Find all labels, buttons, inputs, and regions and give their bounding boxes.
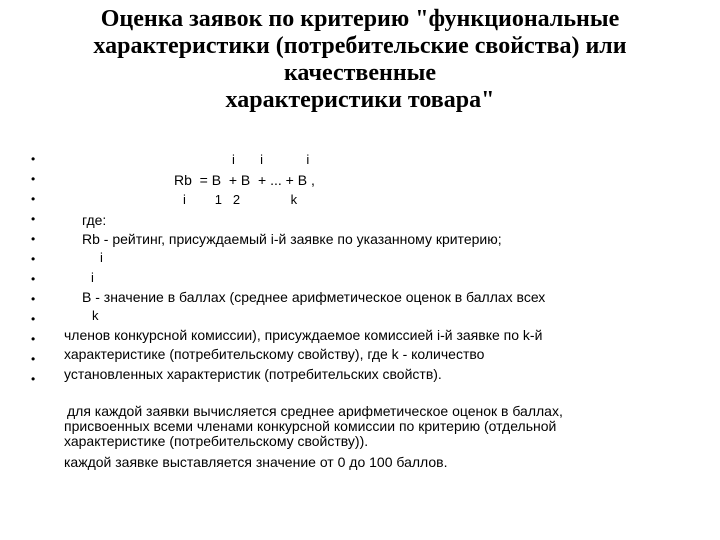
bullet: • (31, 372, 36, 386)
bullet: • (31, 332, 36, 346)
definition-line: характеристике (потребительскому свойству), где k - количество (64, 346, 485, 362)
formula-main: Rb = B + B + ... + B , (174, 172, 315, 188)
paragraph-line: для каждой заявки вычисляется среднее арифметическое оценок в баллах, (67, 403, 563, 419)
definition-line: членов конкурсной комиссии), присуждаемое комиссией i-й заявке по k-й (64, 327, 543, 343)
formula-subscripts: i 1 2 k (183, 192, 298, 207)
averaging-paragraph (64, 404, 664, 449)
bullet: • (31, 152, 36, 166)
paragraph-line: характеристике (потребительскому свойству)). (64, 433, 369, 449)
index-k-mark: k (92, 308, 99, 323)
bullet: • (31, 232, 36, 246)
bullet: • (31, 252, 36, 266)
slide-title (20, 6, 700, 114)
title-line-4: характеристики товара" (225, 87, 495, 113)
bullet: • (31, 212, 36, 226)
b-definition: B - значение в баллах (среднее арифметическое оценок в баллах всех (82, 289, 546, 305)
bullet: • (31, 352, 36, 366)
title-line-2: характеристики (потребительские свойства) или (93, 33, 627, 59)
rb-definition: Rb - рейтинг, присуждаемый i-й заявке по указанному критерию; (82, 231, 502, 247)
where-label: где: (82, 212, 107, 228)
index-i-mark: i (100, 250, 103, 265)
bullet: • (31, 292, 36, 306)
paragraph-line: присвоенных всеми членами конкурсной комиссии по критерию (отдельной (64, 418, 557, 434)
score-range-paragraph (64, 455, 664, 470)
bullet: • (31, 192, 36, 206)
bullet: • (31, 312, 36, 326)
title-line-1: Оценка заявок по критерию "функциональные (100, 6, 620, 32)
formula-superscripts: i i i (232, 152, 310, 167)
index-i-mark: i (91, 270, 94, 285)
bullet: • (31, 172, 36, 186)
bullet: • (31, 272, 36, 286)
title-line-3: качественные (283, 60, 437, 86)
definition-line: установленных характеристик (потребительских свойств). (64, 366, 442, 382)
paragraph-line: каждой заявке выставляется значение от 0 до 100 баллов. (64, 454, 448, 470)
